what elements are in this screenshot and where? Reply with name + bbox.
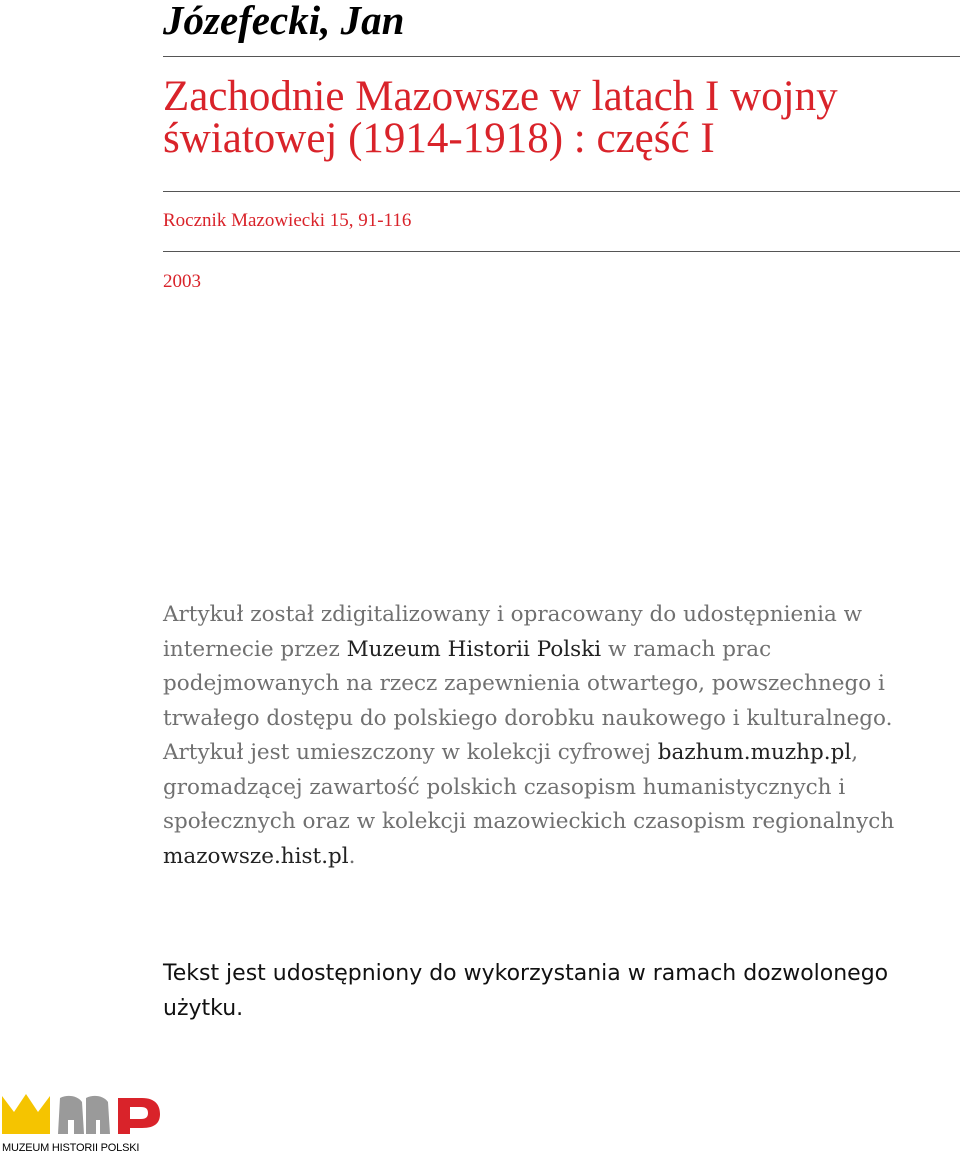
divider-title [163, 191, 960, 192]
digitization-notice: Artykuł został zdigitalizowany i opracowany do udostępnienia w internecie przez Muzeum Historii Polski w ramach prac podejmowanych na rzecz zapewnienia otwartego, powszechnego i trwałego dostępu do polskiego dorobku naukowego i kulturalnego. Artykuł jest umieszczony w kolekcji cyfrowej bazhum.muzhp.pl, gromadzącej zawartość polskich czasopism humanistycznych i społecznych oraz w kolekcji mazowieckich czasopism regionalnych mazowsze.hist.pl. [163, 602, 895, 869]
museum-logo-text: MUZEUM HISTORII POLSKI [2, 1142, 140, 1154]
publication-year: 2003 [163, 271, 201, 292]
museum-name: Muzeum Historii Polski [346, 636, 602, 662]
mazowsze-link[interactable]: mazowsze.hist.pl [163, 843, 349, 869]
divider-journal [163, 251, 960, 252]
museum-logo [2, 1094, 167, 1160]
bazhum-link[interactable]: bazhum.muzhp.pl [657, 740, 852, 765]
license-notice: Tekst jest udostępniony do wykorzystania w ramach dozwolonego użytku. [163, 961, 889, 1021]
divider-top [163, 56, 960, 57]
article-title: Zachodnie Mazowsze w latach I wojny światowej (1914-1918) : część I [163, 73, 838, 162]
museum-logo-icon [2, 1094, 167, 1142]
author-name: Józefecki, Jan [163, 0, 405, 43]
journal-citation: Rocznik Mazowiecki 15, 91-116 [163, 210, 412, 231]
